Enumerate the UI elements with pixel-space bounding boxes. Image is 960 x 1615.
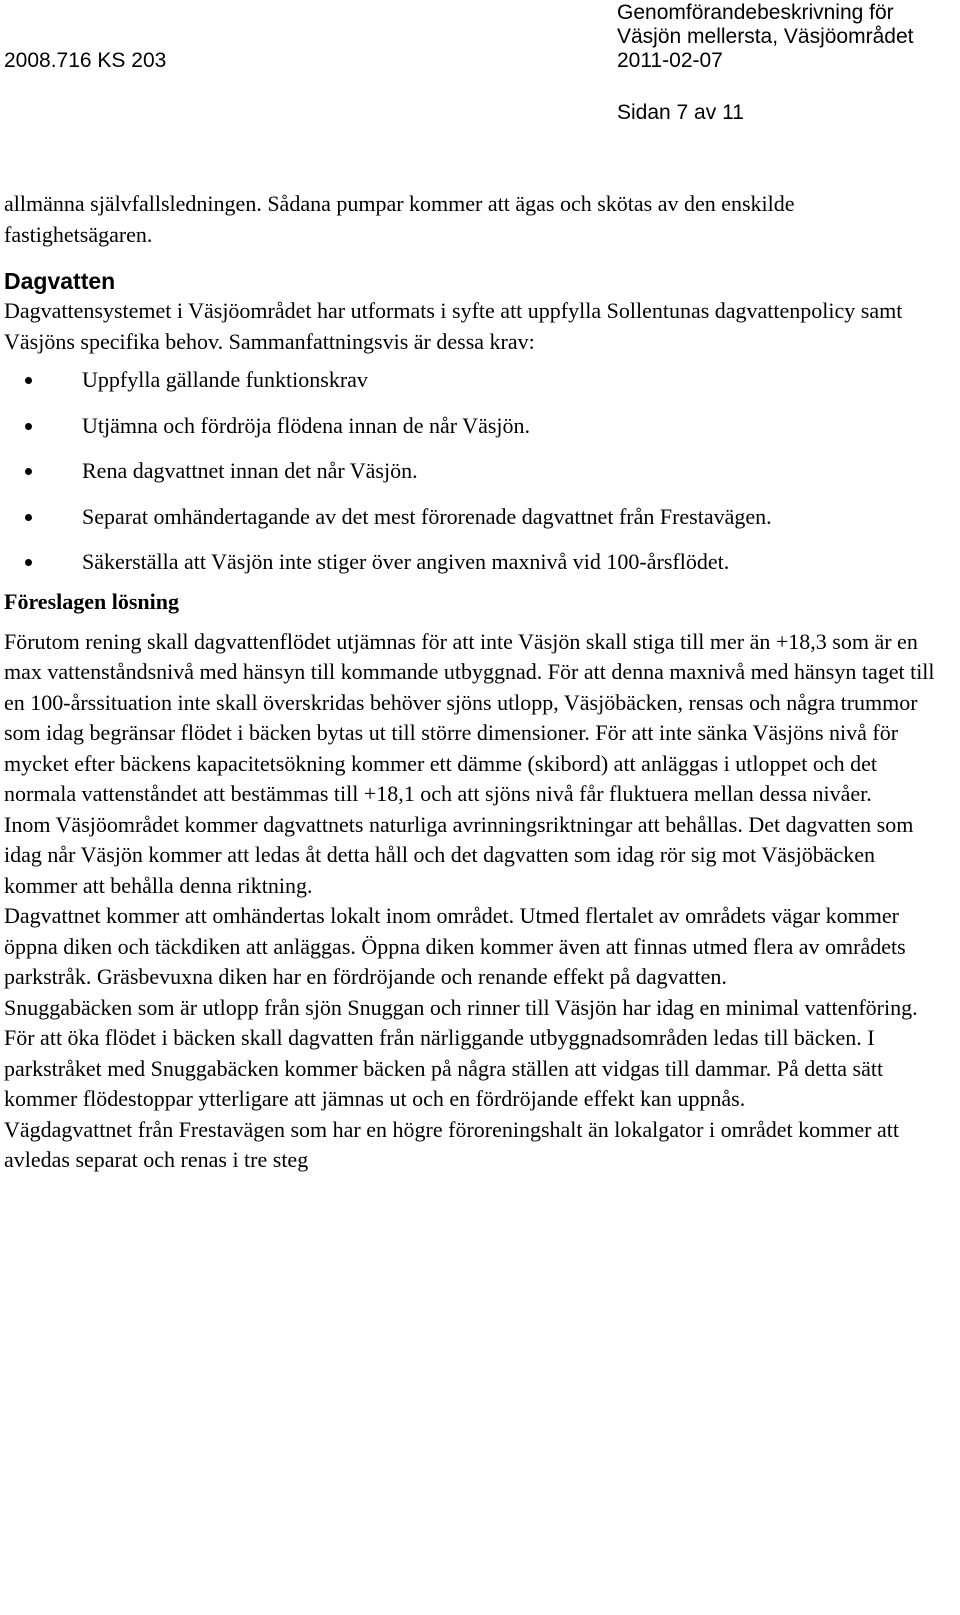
list-item-text: Utjämna och fördröja flödena innan de når Väsjön.	[82, 412, 531, 438]
list-item-text: Separat omhändertagande av det mest förorenade dagvattnet från Frestavägen.	[82, 503, 772, 529]
requirements-list	[4, 365, 944, 578]
list-item-text: Säkerställa att Väsjön inte stiger över angiven maxnivå vid 100-årsflödet.	[82, 549, 730, 574]
paragraph: Snuggabäcken som är utlopp från sjön Snuggan och rinner till Väsjön har idag en minimal vattenföring. För att öka flödet i bäcken skall dagvatten från närliggande utbyggnadsområden ledas till bäcken. I parkstråket med Snuggabäcken kommer bäcken på några ställen att vidgas till dammar. På detta sätt kommer flödestoppar ytterligare att jämnas ut och en fördröjande effekt kan uppnås.	[4, 994, 918, 1111]
bullet-icon	[25, 559, 32, 566]
section-text-dagvatten: Dagvattensystemet i Väsjöområdet har utformats i syfte att uppfylla Sollentunas dagvattenpolicy samt Väsjöns specifika behov. Sammanfattningsvis är dessa krav:	[4, 298, 903, 354]
list-item	[4, 456, 944, 487]
doc-title-line2: Väsjön mellersta, Väsjöområdet	[617, 25, 914, 48]
page-number: Sidan 7 av 11	[617, 101, 744, 124]
list-item	[4, 502, 944, 533]
section-heading-dagvatten: Dagvatten	[4, 268, 116, 294]
bullet-icon	[25, 468, 32, 475]
list-item-text: Uppfylla gällande funktionskrav	[82, 367, 368, 392]
doc-date: 2011-02-07	[617, 49, 723, 72]
bullet-icon	[25, 423, 32, 430]
list-item-text: Rena dagvattnet innan det når Väsjön.	[82, 458, 418, 483]
paragraph: Vägdagvattnet från Frestavägen som har en högre föroreningshalt än lokalgator i området kommer att avledas separat och renas i tre steg	[4, 1116, 899, 1172]
document-body	[4, 189, 944, 1176]
paragraph: Dagvattnet kommer att omhändertas lokalt inom området. Utmed flertalet av områdets vägar kommer öppna diken och täckdiken att anläggas. Öppna diken kommer även att finnas utmed flera av områdets parkstråk. Gräsbevuxna diken har en fördröjande och renande effekt på dagvatten.	[4, 903, 906, 989]
bullet-icon	[25, 377, 32, 384]
paragraph: Inom Väsjöområdet kommer dagvattnets naturliga avrinningsriktningar att behållas. Det dagvatten som idag når Väsjön kommer att ledas åt detta håll och det dagvatten som idag rör sig mot Väsjöbäcken kommer att behålla denna riktning.	[4, 811, 914, 898]
paragraph: Förutom rening skall dagvattenflödet utjämnas för att inte Väsjön skall stiga till mer än +18,3 som är en max vattenståndsnivå med hänsyn till kommande utbyggnad. För att denna maxnivå med hänsyn taget till en 100-årssituation inte skall överskridas behöver sjöns utlopp, Väsjöbäcken, rensas och några trummor som idag begränsar flödet i bäcken bytas ut till större dimensioner. För att inte sänka Väsjöns nivå för mycket efter bäckens kapacitetsökning kommer ett dämme (skibord) att anläggas i utloppet och det normala vattenståndet att bestämmas till +18,1 och att sjöns nivå får fluktuera mellan dessa nivåer.	[4, 628, 935, 806]
bullet-icon	[25, 514, 32, 521]
section-heading-foreslagen-losning: Föreslagen lösning	[4, 588, 180, 614]
doc-title-line1: Genomförandebeskrivning för	[617, 1, 894, 24]
doc-number: 2008.716 KS 203	[4, 49, 167, 72]
intro-paragraph: allmänna självfallsledningen. Sådana pumpar kommer att ägas och skötas av den enskilde fastighetsägaren.	[4, 191, 795, 247]
list-item	[4, 411, 944, 442]
list-item	[4, 547, 944, 578]
list-item	[4, 365, 944, 396]
